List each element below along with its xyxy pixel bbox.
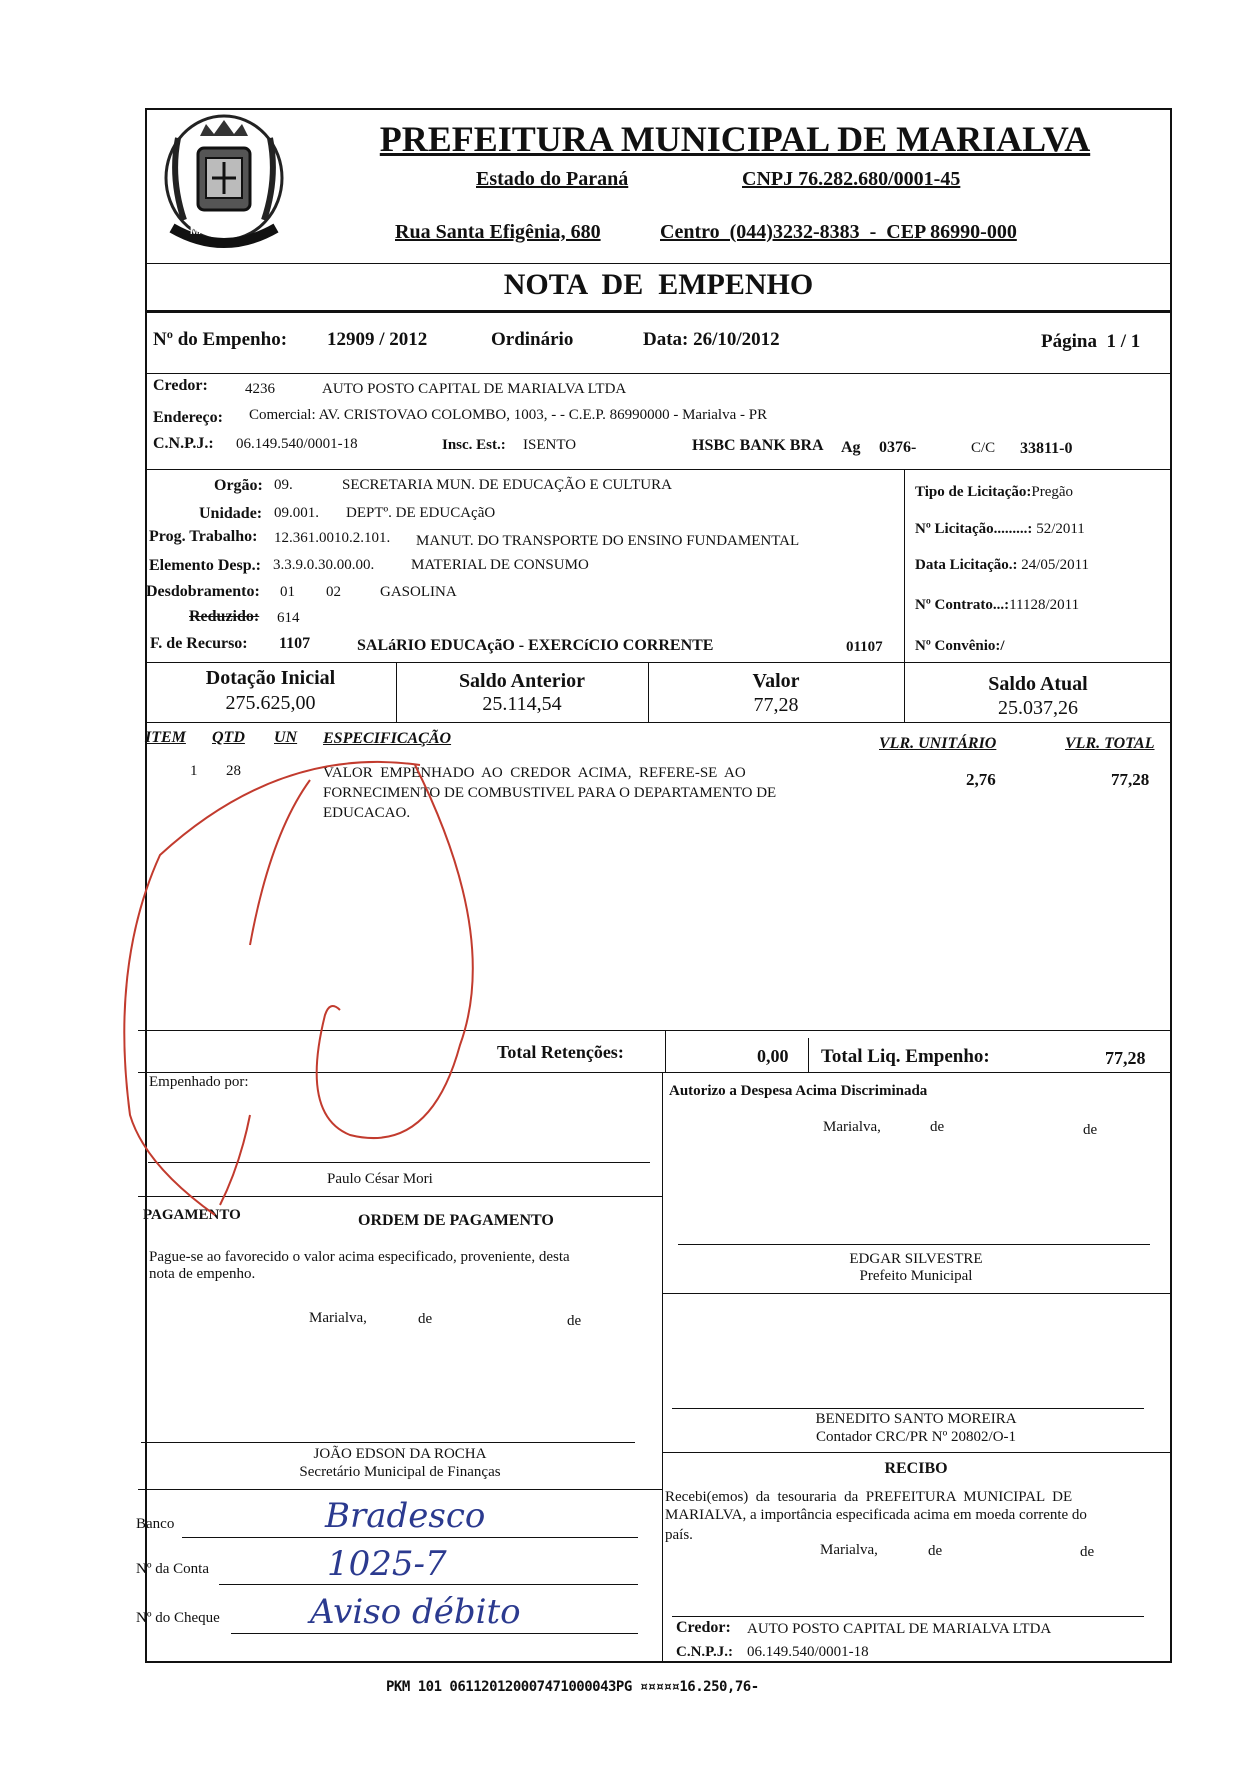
credor-cnpj: 06.149.540/0001-18 [236,436,358,452]
empenho-date: Data: 26/10/2012 [643,329,780,350]
pagamento-text-2: nota de empenho. [149,1266,256,1282]
item-spec-line-3: EDUCACAO. [323,805,411,821]
empenho-type: Ordinário [491,329,574,350]
recibo-de-1: de [928,1543,943,1559]
banco-handwriting: Bradesco [325,1496,486,1536]
desdobramento-b: 02 [326,584,341,600]
pagamento-label: PAGAMENTO [143,1207,241,1223]
insc-value: ISENTO [523,437,577,453]
col-total: VLR. TOTAL [1065,735,1155,752]
municipality-cnpj: CNPJ 76.282.680/0001-45 [742,168,961,190]
credor-name: AUTO POSTO CAPITAL DE MARIALVA LTDA [322,381,627,397]
recibo-credor-name: AUTO POSTO CAPITAL DE MARIALVA LTDA [747,1621,1052,1637]
autorizo-de-1: de [930,1119,945,1135]
liquid-label: Total Liq. Empenho: [821,1046,990,1067]
document-title: NOTA DE EMPENHO [503,268,814,301]
pagamento-de-1: de [418,1311,433,1327]
col-qtd: QTD [212,729,245,746]
contract-label: Nº Contrato...: [915,597,1010,613]
licitacao-number-label: Nº Licitação.........: [915,521,1033,537]
recurso-code-2: 01107 [846,639,883,655]
saldo-anterior-label: Saldo Anterior [458,670,586,692]
empenho-number: 12909 / 2012 [327,329,428,350]
banco-label: Banco [136,1516,175,1532]
unidade-code: 09.001. [274,505,319,521]
address-label: Endereço: [153,409,223,426]
ordem-pagamento-title: ORDEM DE PAGAMENTO [358,1212,554,1229]
orgao-label: Orgão: [214,477,263,494]
account-number: 33811-0 [1020,440,1073,457]
desdobramento-name: GASOLINA [380,584,457,600]
recibo-text-2: MARIALVA, a importância especificada acima em moeda corrente do [665,1507,1087,1523]
pagamento-text-1: Pague-se ao favorecido o valor acima especificado, proveniente, desta [149,1249,570,1265]
recibo-cnpj-label: C.N.P.J.: [676,1644,733,1660]
saldo-atual-value: 25.037,26 [998,697,1078,719]
saldo-atual-label: Saldo Atual [988,673,1088,695]
prog-name: MANUT. DO TRANSPORTE DO ENSINO FUNDAMENTAL [416,533,800,549]
unidade-name: DEPTº. DE EDUCAçãO [346,505,496,521]
licitacao-number [915,521,1085,538]
col-spec: ESPECIFICAÇÃO [323,730,452,747]
credor-label: Credor: [153,377,208,394]
prog-label: Prog. Trabalho: [149,528,258,545]
cheque-label: Nº do Cheque [136,1610,220,1626]
elemento-name: MATERIAL DE CONSUMO [411,557,589,573]
elemento-code: 3.3.9.0.30.00.00. [273,557,375,573]
recibo-text-3: país. [665,1527,693,1543]
orgao-name: SECRETARIA MUN. DE EDUCAÇÃO E CULTURA [342,477,672,493]
cheque-handwriting: Aviso débito [310,1592,521,1632]
licitacao-date [915,557,1089,574]
mayor-name: EDGAR SILVESTRE [849,1251,983,1267]
autorizo-title: Autorizo a Despesa Acima Discriminada [669,1083,928,1099]
orgao-code: 09. [274,477,293,493]
item-spec-line-1: VALOR EMPENHADO AO CREDOR ACIMA, REFERE-SE AO [323,765,746,781]
footer-print-code: PKM 101 061120120007471000043PG ¤¤¤¤¤16.250,76- [386,1679,759,1695]
licitacao-date-value: 24/05/2011 [1021,557,1090,573]
red-pen-mark [100,735,480,1235]
contract-number [915,597,1079,614]
col-item: ITEM [145,729,186,746]
saldo-anterior-value: 25.114,54 [482,693,562,715]
dotacao-value: 275.625,00 [225,692,316,714]
mayor-role: Prefeito Municipal [859,1268,973,1284]
agency-label: Ag [841,439,861,456]
item-qty: 28 [226,763,241,779]
district-phone-cep: Centro (044)3232-8383 - CEP 86990-000 [660,221,1017,243]
recibo-city: Marialva, [820,1542,878,1558]
credor-code: 4236 [245,381,275,397]
unidade-label: Unidade: [199,505,263,522]
accountant-role: Contador CRC/PR Nº 20802/O-1 [815,1429,1017,1445]
desdobramento-a: 01 [280,584,295,600]
dotacao-label: Dotação Inicial [205,667,336,689]
retencoes-value: 0,00 [757,1046,789,1066]
col-unit-price: VLR. UNITÁRIO [879,735,997,752]
autorizo-de-2: de [1083,1122,1098,1138]
pagamento-city: Marialva, [309,1310,367,1326]
conta-label: Nº da Conta [136,1561,209,1577]
recurso-code: 1107 [279,635,311,652]
convenio-number: Nº Convênio:/ [915,638,1005,654]
retencoes-label: Total Retenções: [497,1042,624,1062]
recibo-de-2: de [1080,1544,1095,1560]
municipal-seal [150,108,298,260]
empenho-number-label: Nº do Empenho: [153,329,288,350]
street-address: Rua Santa Efigênia, 680 [395,221,601,243]
col-un: UN [274,729,298,746]
reduzido-label: Reduzido: [189,608,260,625]
bank-name: HSBC BANK BRA [692,437,824,454]
insc-label: Insc. Est.: [442,437,506,453]
reduzido-value: 614 [277,610,300,626]
item-unit-price: 2,76 [966,770,996,789]
licitacao-type [915,484,1073,501]
licitacao-date-label: Data Licitação.: [915,557,1018,573]
recurso-name: SALáRIO EDUCAçãO - EXERCíCIO CORRENTE [357,637,714,654]
seal-text: MARIALVA [190,226,242,237]
finance-secretary-name: JOÃO EDSON DA ROCHA [313,1446,487,1462]
elemento-label: Elemento Desp.: [149,557,261,574]
contract-value: 11128/2011 [1009,597,1080,613]
licitacao-type-label: Tipo de Licitação: [915,484,1032,500]
empenhado-name: Paulo César Mori [327,1171,433,1187]
licitacao-number-value: 52/2011 [1036,521,1085,537]
item-total: 77,28 [1111,770,1150,789]
agency-number: 0376- [879,439,917,456]
empenhado-label: Empenhado por: [149,1074,249,1090]
recibo-text-1: Recebi(emos) da tesouraria da PREFEITURA MUNICIPAL DE [665,1489,1073,1505]
item-number: 1 [190,763,198,779]
pagamento-de-2: de [567,1313,582,1329]
valor-label: Valor [752,670,800,692]
desdobramento-label: Desdobramento: [146,583,260,600]
municipality-title: PREFEITURA MUNICIPAL DE MARIALVA [379,119,1091,159]
licitacao-type-value: Pregão [1031,484,1074,500]
conta-handwriting: 1025-7 [327,1544,447,1584]
recurso-label: F. de Recurso: [150,635,248,652]
valor-value: 77,28 [753,694,799,716]
accountant-name: BENEDITO SANTO MOREIRA [815,1411,1017,1427]
account-label: C/C [971,440,996,456]
prog-code: 12.361.0010.2.101. [274,530,391,546]
recibo-cnpj: 06.149.540/0001-18 [747,1644,869,1660]
credor-cnpj-label: C.N.P.J.: [153,435,214,452]
recibo-title: RECIBO [884,1460,948,1477]
finance-secretary-role: Secretário Municipal de Finanças [299,1464,501,1480]
state-name: Estado do Paraná [476,168,629,190]
liquid-value: 77,28 [1105,1048,1146,1068]
autorizo-city: Marialva, [823,1119,881,1135]
item-spec-line-2: FORNECIMENTO DE COMBUSTIVEL PARA O DEPARTAMENTO DE [323,785,777,801]
page-number: Página 1 / 1 [1041,331,1141,352]
credor-address: Comercial: AV. CRISTOVAO COLOMBO, 1003, - - C.E.P. 86990000 - Marialva - PR [249,407,768,423]
recibo-credor-label: Credor: [676,1619,731,1636]
